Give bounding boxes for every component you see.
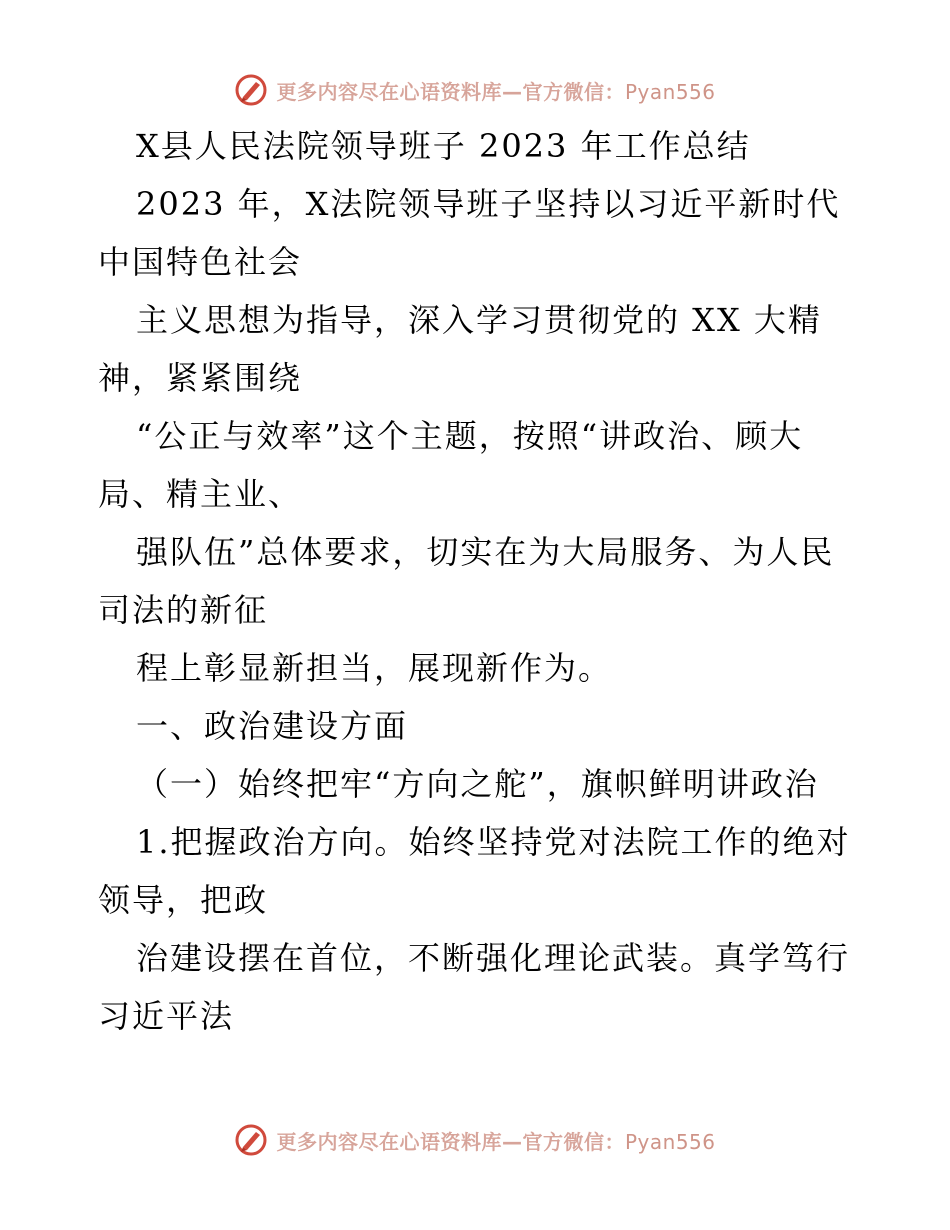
paragraph-line: 治建设摆在首位，不断强化理论武装。真学笃行 xyxy=(136,939,851,977)
paragraph-line: 1.把握政治方向。始终坚持党对法院工作的绝对 xyxy=(136,823,851,861)
paragraph-line: 司法的新征 xyxy=(98,591,269,629)
pen-logo-icon xyxy=(234,73,268,107)
pen-logo-icon xyxy=(234,1123,268,1157)
paragraph-line: 领导，把政 xyxy=(98,881,269,919)
paragraph-line: “公正与效率”这个主题，按照“讲政治、顾大 xyxy=(136,417,804,455)
paragraph-line: 局、精主业、 xyxy=(98,475,303,513)
paragraph-line: 程上彰显新担当，展现新作为。 xyxy=(136,649,613,687)
watermark-text: 更多内容尽在心语资料库—官方微信：Pyan556 xyxy=(276,1129,716,1154)
footer-watermark xyxy=(0,1120,950,1160)
paragraph-line: 习近平法 xyxy=(98,997,235,1035)
document-title: X县人民法院领导班子 2023 年工作总结 xyxy=(136,127,751,165)
watermark-account: Pyan556 xyxy=(624,79,716,104)
paragraph-line: 2023 年，X法院领导班子坚持以习近平新时代 xyxy=(136,185,841,223)
subsection-heading: （一）始终把牢“方向之舵”，旗帜鲜明讲政治 xyxy=(136,765,819,803)
paragraph-line: 强队伍”总体要求，切实在为大局服务、为人民 xyxy=(136,533,835,571)
paragraph-line: 神，紧紧围绕 xyxy=(98,359,303,397)
watermark-text: 更多内容尽在心语资料库—官方微信：Pyan556 xyxy=(276,79,716,104)
paragraph-line: 主义思想为指导，深入学习贯彻党的 XX 大精 xyxy=(136,301,822,339)
header-watermark xyxy=(0,70,950,110)
watermark-account: Pyan556 xyxy=(624,1129,716,1154)
section-heading: 一、政治建设方面 xyxy=(136,707,409,745)
paragraph-line: 中国特色社会 xyxy=(98,243,303,281)
